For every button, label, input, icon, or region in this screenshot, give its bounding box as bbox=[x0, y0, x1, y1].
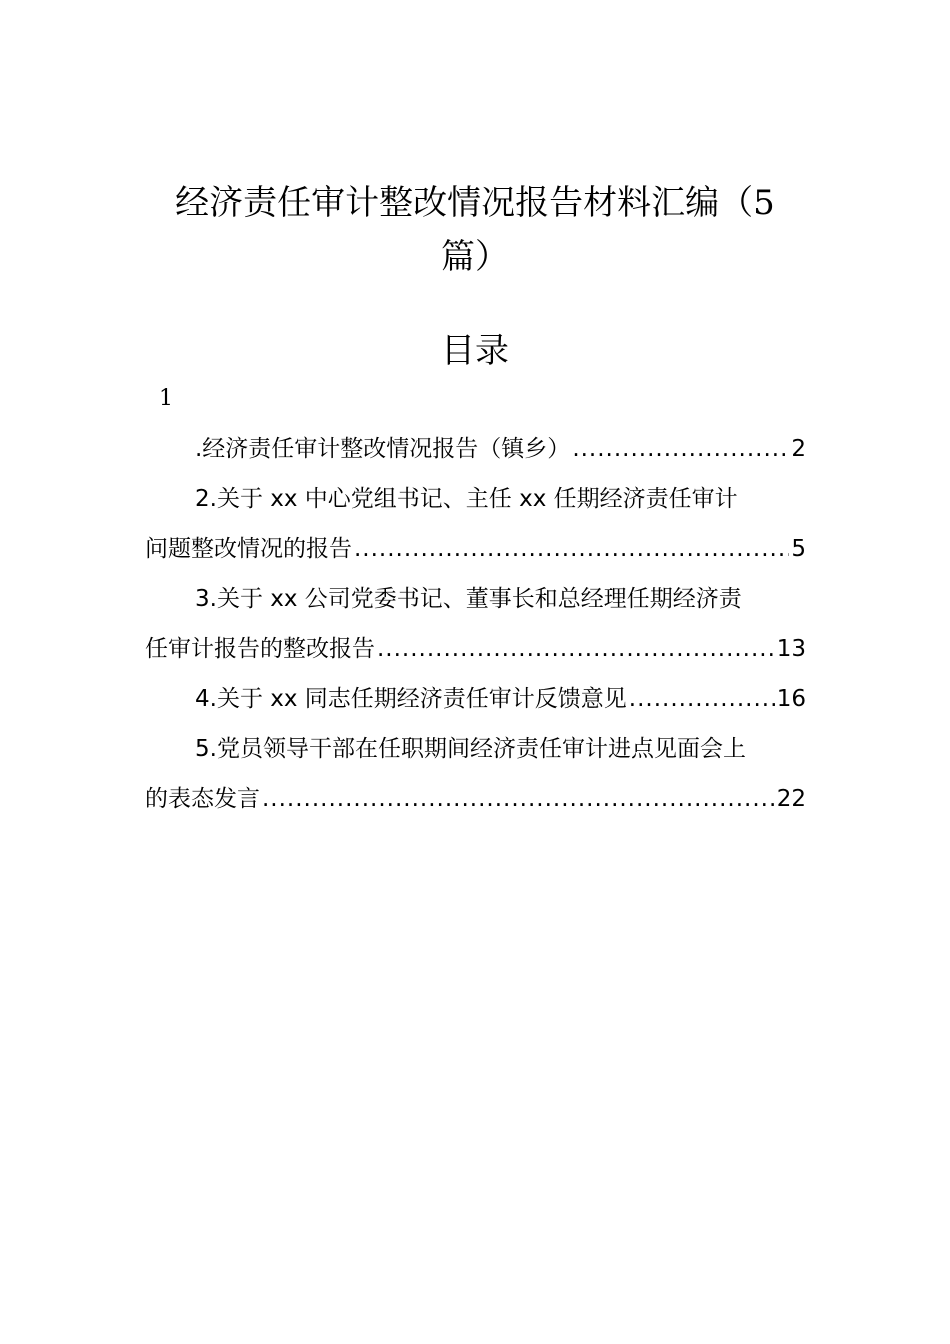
toc-leader-dots bbox=[262, 774, 775, 824]
toc-entry-2-line1[interactable] bbox=[145, 474, 806, 524]
title-line1-number: 5 bbox=[753, 183, 775, 223]
title-line2: 篇） bbox=[441, 237, 509, 277]
toc-entry-3-title: 3.关于 xx 公司党委书记、董事长和总经理任期经济责 bbox=[195, 586, 742, 612]
toc-entry-3-line1[interactable] bbox=[145, 574, 806, 624]
toc-entry-4[interactable] bbox=[145, 674, 806, 724]
toc-entry-2-page: 5 bbox=[791, 536, 806, 562]
list-marker: 1 bbox=[159, 386, 173, 411]
toc-heading: 目录 bbox=[441, 331, 509, 371]
toc-entry-3-title-cont: 任审计报告的整改报告 bbox=[145, 636, 375, 662]
toc-entry-2-line2[interactable] bbox=[145, 524, 806, 574]
toc-entry-5-page: 22 bbox=[776, 786, 806, 812]
toc-entry-4-title: 4.关于 xx 同志任期经济责任审计反馈意见 bbox=[195, 686, 627, 712]
toc-leader-dots bbox=[354, 524, 789, 574]
toc-entry-1-page: 2 bbox=[791, 436, 806, 462]
toc-entry-2-title: 2.关于 xx 中心党组书记、主任 xx 任期经济责任审计 bbox=[195, 486, 738, 512]
toc-entry-1[interactable] bbox=[145, 424, 806, 474]
toc-entry-5-title: 5.党员领导干部在任职期间经济责任审计进点见面会上 bbox=[195, 736, 746, 762]
toc-leader-dots bbox=[572, 424, 789, 474]
toc-entry-4-page: 16 bbox=[776, 686, 806, 712]
toc-entry-5-title-cont: 的表态发言 bbox=[145, 786, 260, 812]
toc-entry-2-title-cont: 问题整改情况的报告 bbox=[145, 536, 352, 562]
toc-entry-5-line1[interactable] bbox=[145, 724, 806, 774]
toc-leader-dots bbox=[629, 674, 775, 724]
toc-leader-dots bbox=[377, 624, 775, 674]
document-title bbox=[150, 176, 800, 284]
toc-entry-3-line2[interactable] bbox=[145, 624, 806, 674]
table-of-contents bbox=[145, 424, 806, 824]
title-line1-text: 经济责任审计整改情况报告材料汇编（ bbox=[175, 183, 754, 223]
toc-entry-1-title: .经济责任审计整改情况报告（镇乡） bbox=[195, 436, 571, 462]
toc-entry-5-line2[interactable] bbox=[145, 774, 806, 824]
toc-entry-3-page: 13 bbox=[776, 636, 806, 662]
